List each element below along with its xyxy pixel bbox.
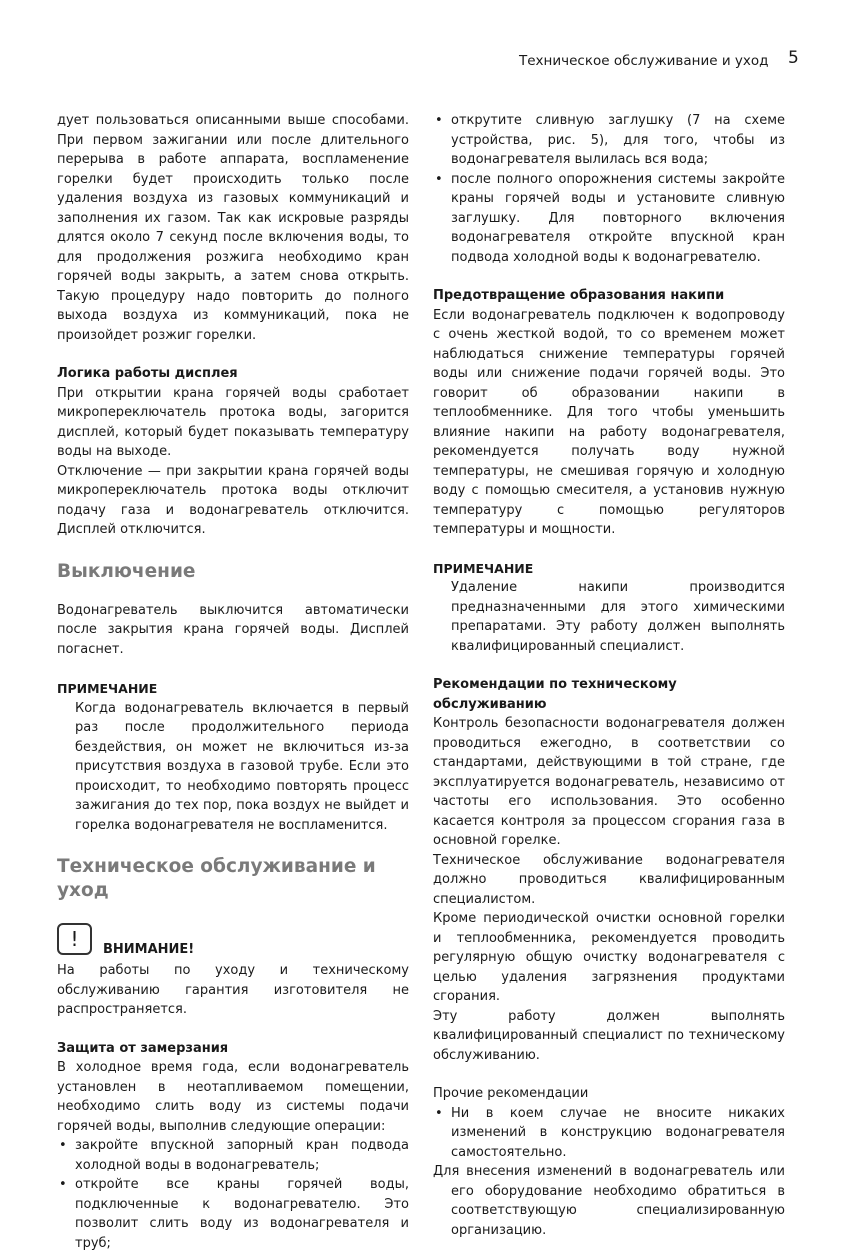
other-recommendations-heading: Прочие рекомендации bbox=[433, 1086, 589, 1101]
recommendations-paragraph-3: Кроме периодической очистки основной горелки и теплообменника, рекомендуется проводить регулярную общую очистку водонагревателя с целью удаления загрязнения продуктами сгорания. bbox=[433, 911, 785, 1004]
shutdown-paragraph: Водонагреватель выключится автоматически после закрытия крана горячей воды. Дисплей погаснет. bbox=[57, 602, 409, 657]
warning-text: На работы по уходу и техническому обслуживанию гарантия изготовителя не распространяется. bbox=[57, 963, 409, 1017]
frost-steps-list bbox=[57, 1136, 409, 1253]
scale-prevention-heading: Предотвращение образования накипи bbox=[433, 288, 725, 303]
list-item: • после полного опорожнения системы закройте краны горячей воды и установите сливную заглушку. Для повторного включения водонагревателя откройте впускной кран подвода холодной воды к водонагревателю. bbox=[433, 170, 785, 268]
list-item: • Ни в коем случае не вносите никаких изменений в конструкцию водонагревателя самостоятельно. bbox=[433, 1104, 785, 1163]
warning-label: ВНИМАНИЕ! bbox=[103, 942, 195, 957]
frost-protection-heading: Защита от замерзания bbox=[57, 1040, 229, 1056]
note-text: Удаление накипи производится предназначенными для этого химическими препаратами. Эту работу должен выполнять квалифицированный специалист. bbox=[451, 580, 785, 654]
note-label: ПРИМЕЧАНИЕ bbox=[433, 560, 534, 576]
shutdown-section-title: Выключение bbox=[57, 560, 196, 582]
recommendations-paragraph-2: Техническое обслуживание водонагревателя должно проводиться квалифицированным специалистом. bbox=[433, 852, 785, 907]
frost-protection-paragraph: В холодное время года, если водонагреватель установлен в неотапливаемом помещении, необходимо слить воду из системы подачи горячей воды, выполнив следующие операции: bbox=[57, 1060, 409, 1134]
maintenance-recommendations-heading: Рекомендации по техническому обслуживанию bbox=[433, 677, 677, 712]
recommendations-paragraph-4: Эту работу должен выполнять квалифицированный специалист по техническому обслуживанию. bbox=[433, 1008, 785, 1063]
display-logic-paragraph-2: Отключение — при закрытии крана горячей воды микропереключатель протока воды отключит подачу газа и водонагреватель отключится. Дисплей отключится. bbox=[57, 463, 409, 537]
right-column bbox=[433, 111, 785, 1240]
running-header-title: Техническое обслуживание и уход bbox=[519, 53, 769, 69]
list-item: • закройте впускной запорный кран подвода холодной воды в водонагреватель; bbox=[57, 1136, 409, 1175]
recommendations-paragraph-1: Контроль безопасности водонагревателя должен проводиться ежегодно, в соответствии со стандартами, действующими в той стране, где эксплуатируется водонагреватель, независимо от частоты его использования. Это особенно касается контроля за процессом сгорания газа в основной горелке. bbox=[433, 716, 785, 848]
display-logic-heading: Логика работы дисплея bbox=[57, 366, 238, 381]
note-text: Когда водонагреватель включается в первый раз после продолжительного периода бездействия, он может не включиться из-за присутствия воздуха в газовой трубе. Если это происходит, то необходимо повторять процесс зажигания до тех пор, пока воздух не выйдет и горелка водонагревателя не воспламенится. bbox=[75, 700, 409, 833]
left-column bbox=[57, 111, 409, 1253]
list-item: • откройте все краны горячей воды, подключенные к водонагревателю. Это позволит слить воду из водонагревателя и труб; bbox=[57, 1175, 409, 1253]
list-item: • открутите сливную заглушку (7 на схеме устройства, рис. 5), для того, чтобы из водонагревателя вылилась вся вода; bbox=[433, 111, 785, 170]
other-recommendations-paragraph: Для внесения изменений в водонагреватель или его оборудование необходимо обратиться в соответствующую специализированную организацию. bbox=[433, 1164, 785, 1238]
intro-paragraph: дует пользоваться описанными выше способами. При первом зажигании или после длительного перерыва в работе аппарата, воспламенение горелки будет происходить только после удаления воздуха из газовых коммуникаций и заполнения их газом. Так как искровые разряды длятся около 7 секунд после включения воды, то для продолжения розжига необходимо кран горячей воды закрыть, а затем снова открыть. Такую процедуру надо повторить до полного выхода воздуха из коммуникаций, пока не произойдет розжиг горелки. bbox=[57, 113, 409, 343]
maintenance-section-title: Техническое обслуживание и уход bbox=[57, 856, 376, 901]
other-recommendations-list bbox=[433, 1104, 785, 1163]
page-number: 5 bbox=[788, 48, 799, 68]
drain-steps-list bbox=[433, 111, 785, 267]
warning-icon: ! bbox=[57, 923, 92, 955]
scale-prevention-paragraph: Если водонагреватель подключен к водопроводу с очень жесткой водой, то со временем может наблюдаться снижение температуры горячей воды или снижение подачи горячей воды. Это говорит об образовании накипи в теплообменнике. Для того чтобы уменьшить влияние накипи на работу водонагревателя, рекомендуется получать воду нужной температуры, не смешивая горячую и холодную воду с помощью смесителя, а установив нужную температуру с помощью регуляторов температуры и мощности. bbox=[433, 307, 785, 537]
note-label: ПРИМЕЧАНИЕ bbox=[57, 681, 158, 696]
display-logic-paragraph-1: При открытии крана горячей воды сработает микропереключатель протока воды, загорится дисплей, который будет показывать температуру воды на выходе. bbox=[57, 385, 409, 459]
warning-row bbox=[57, 923, 409, 959]
